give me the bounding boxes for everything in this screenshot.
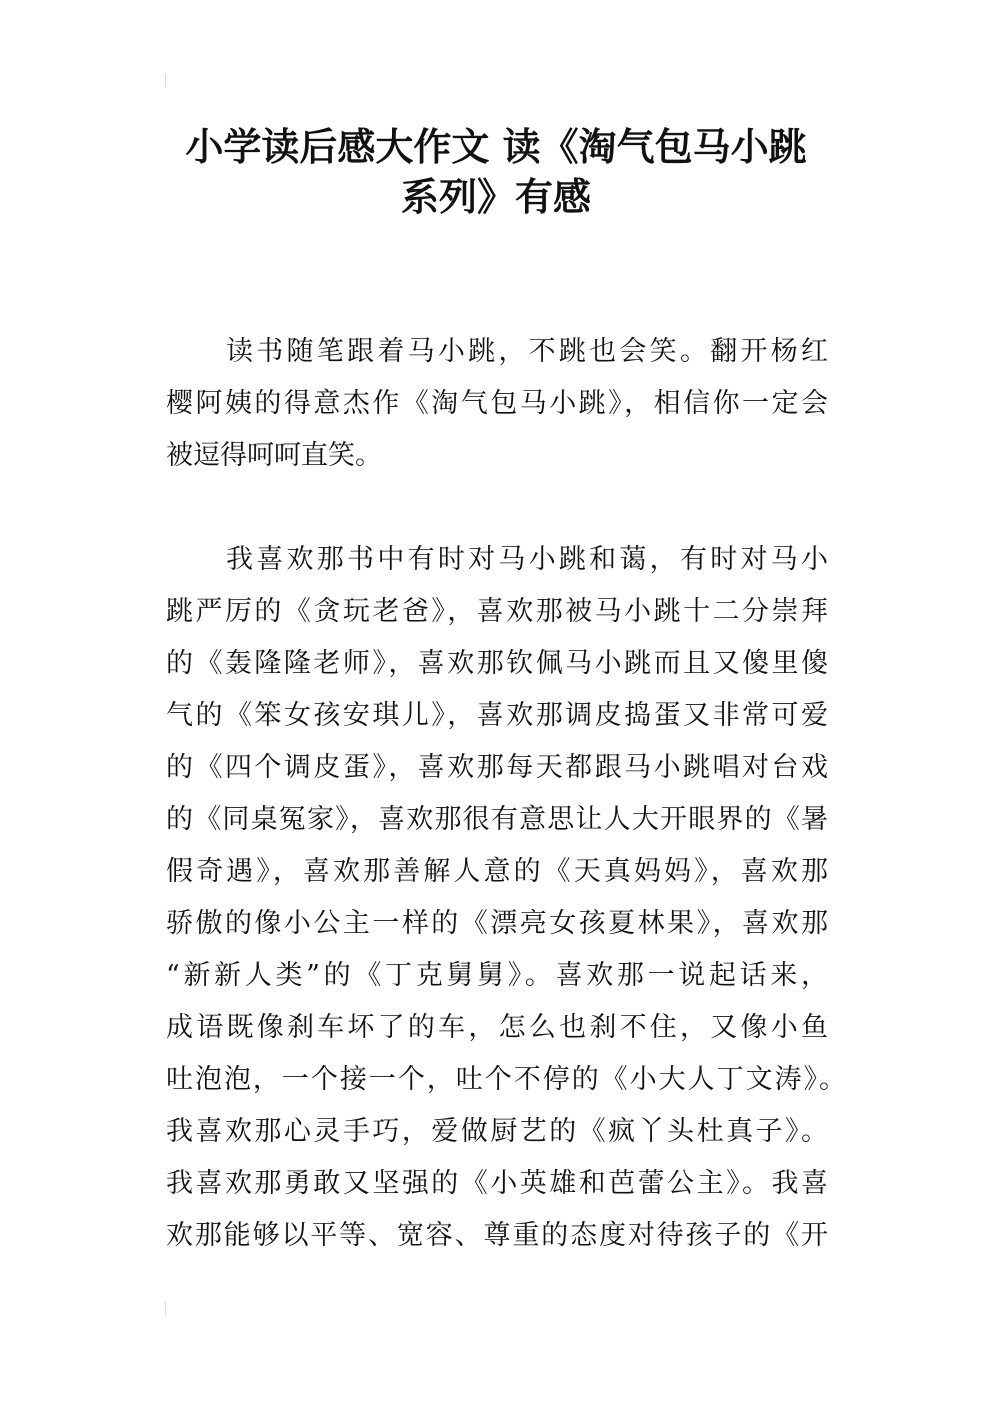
paragraph-line: 我喜欢那书中有时对马小跳和蔼，有时对马小	[226, 544, 828, 575]
paragraph-line: 的《轰隆隆老师》，喜欢那钦佩马小跳而且又傻里傻	[166, 648, 828, 679]
page-corner-mark	[165, 1302, 166, 1316]
paragraph-line: 读书随笔跟着马小跳，不跳也会笑。翻开杨红	[226, 336, 828, 367]
page-corner-mark	[165, 74, 166, 88]
paragraph-line: 欢那能够以平等、宽容、尊重的态度对待孩子的《开	[166, 1220, 828, 1251]
paragraph-line: “新新人类”的《丁克舅舅》。喜欢那一说起话来，	[166, 960, 828, 991]
paragraph-line: 我喜欢那勇敢又坚强的《小英雄和芭蕾公主》。我喜	[166, 1168, 828, 1199]
paragraph-line: 气的《笨女孩安琪儿》，喜欢那调皮捣蛋又非常可爱	[166, 700, 828, 731]
paragraph-line: 成语既像刹车坏了的车，怎么也刹不住，又像小鱼	[166, 1012, 828, 1043]
paragraph-line: 樱阿姨的得意杰作《淘气包马小跳》，相信你一定会	[166, 388, 828, 419]
paragraph-line: 的《同桌冤家》，喜欢那很有意思让人大开眼界的《暑	[166, 804, 828, 835]
paragraph-line: 我喜欢那心灵手巧，爱做厨艺的《疯丫头杜真子》。	[166, 1116, 828, 1147]
paragraph-line: 假奇遇》，喜欢那善解人意的《天真妈妈》，喜欢那	[166, 856, 828, 887]
paragraph-line: 跳严厉的《贪玩老爸》，喜欢那被马小跳十二分崇拜	[166, 596, 828, 627]
paragraph-line: 骄傲的像小公主一样的《漂亮女孩夏林果》，喜欢那	[166, 908, 828, 939]
document-title-line-1: 小学读后感大作文 读《淘气包马小跳	[185, 125, 807, 169]
paragraph-line: 的《四个调皮蛋》，喜欢那每天都跟马小跳唱对台戏	[166, 752, 828, 783]
document-title-line-2: 系列》有感	[400, 175, 591, 219]
paragraph-line: 被逗得呵呵直笑。	[166, 440, 382, 471]
paragraph-line: 吐泡泡，一个接一个，吐个不停的《小大人丁文涛》。	[166, 1064, 846, 1095]
